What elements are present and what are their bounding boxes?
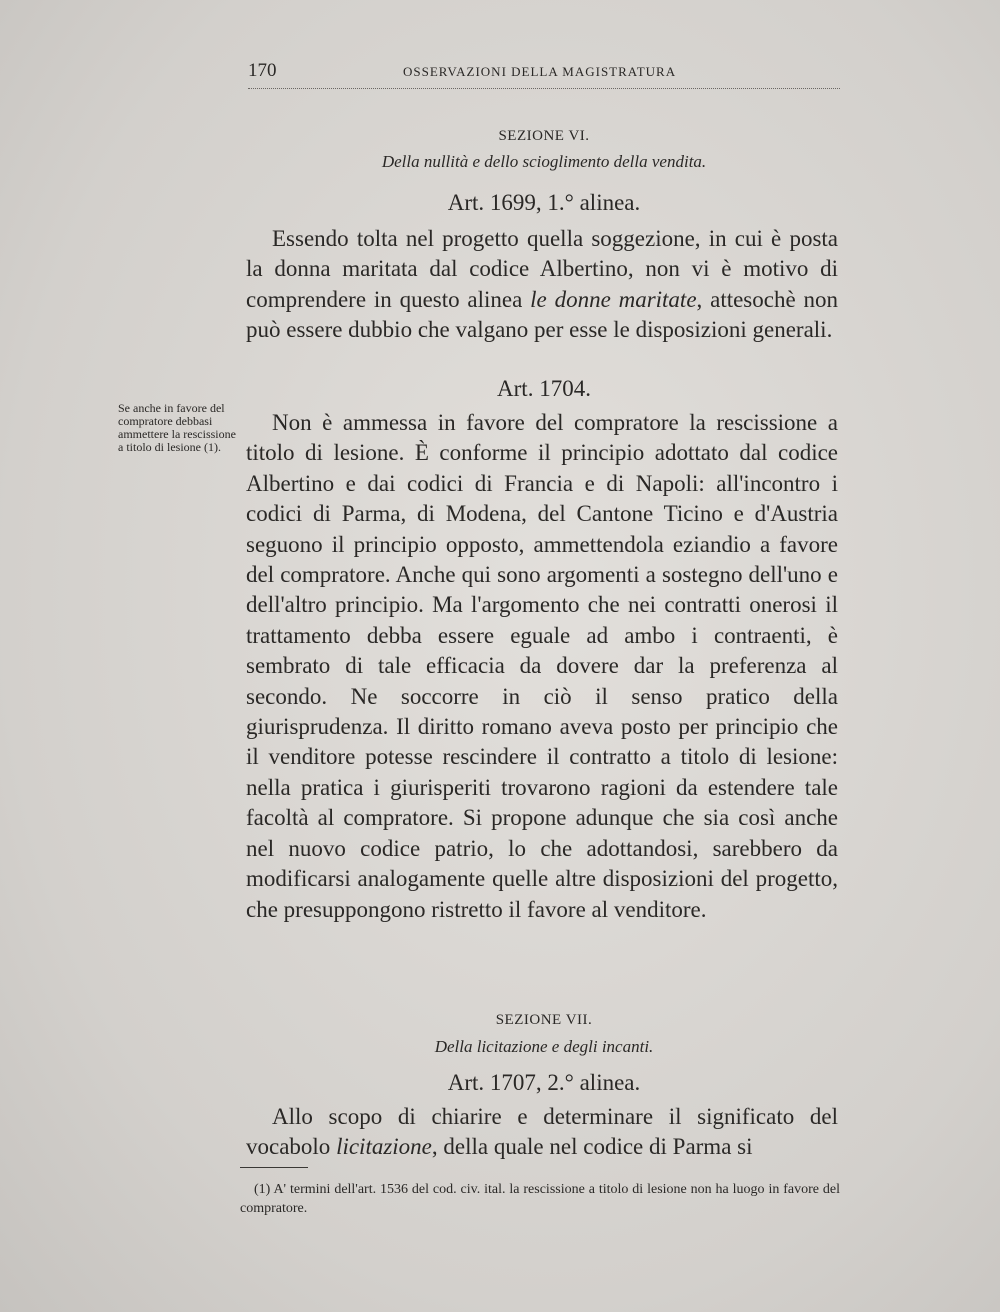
art-1699-heading: Art. 1699, 1.° alinea. [447, 190, 641, 215]
art-1704-paragraph: Non è ammessa in favore del compratore la rescissione a titolo di lesione. È conforme il principio adottato dal codice Albertino e dai codici di Francia e di Napoli: all'incontro i codici di Parma, di Modena, del Cantone Ticino e d'Austria seguono il principio opposto, ammettendola eziandio a favore del compratore. Anche qui sono argomenti a sostegno dell'uno e dell'altro principio. Ma l'argomento che nei contratti onerosi il trattamento debba essere eguale ad ambo i contraenti, è sembrato di tale efficacia da dovere dar la preferenza al secondo. Ne soccorre in ciò il senso pratico della giurisprudenza. Il diritto romano aveva posto per principio che il venditore potesse rescindere il contratto a titolo di lesione: nella pratica i giurisperiti trovarono ragioni da estendere tale facoltà al compratore. Si propone adunque che sia così anche nel nuovo codice patrio, lo che adottandosi, sarebbero da modificarsi analogamente quelle altre disposizioni del progetto, che presuppongono ristretto il favore al venditore. [246, 410, 838, 922]
art-1699-italic: le donne maritate [530, 286, 697, 312]
art-1707-body [246, 1102, 838, 1163]
section-vi-heading: SEZIONE VI. [498, 128, 590, 144]
footnote: (1) A' termini dell'art. 1536 del cod. civ. ital. la rescissione a titolo di lesione non ha luogo in favore del compratore. [240, 1182, 840, 1216]
art-1704-heading: Art. 1704. [497, 376, 591, 401]
art-1707-text-2: , della quale nel codice di Parma si [431, 1134, 753, 1160]
page-header [248, 58, 840, 89]
art-1707-paragraph [246, 1102, 838, 1163]
art-1704-body [246, 408, 838, 925]
art-1707-italic: licitazione [336, 1134, 432, 1160]
margin-note: Se anche in favore del compratore debbasi ammettere la rescissione a titolo di lesione (1). [118, 401, 236, 454]
art-1707-heading: Art. 1707, 2.° alinea. [447, 1070, 641, 1095]
art-1707-text-1: Allo scopo di chiarire e determinare il significato del vocabolo [246, 1104, 838, 1160]
page-number: 170 [248, 60, 277, 81]
art-1699-text-1: Essendo tolta nel progetto quella soggezione, in cui è posta la donna maritata dal codice Albertino, non vi è motivo di comprendere in questo alinea [246, 226, 838, 312]
section-vii-subtitle: Della licitazione e degli incanti. [434, 1037, 654, 1056]
art-1699-text-2: , attesochè non può essere dubbio che valgano per esse le disposizioni generali. [246, 286, 838, 343]
art-1699-paragraph [246, 224, 838, 346]
footnote-divider [240, 1167, 308, 1168]
running-head: OSSERVAZIONI DELLA MAGISTRATURA [403, 64, 677, 79]
art-1699-body [246, 224, 838, 346]
section-vi-subtitle: Della nullità e dello scioglimento della vendita. [381, 152, 707, 171]
section-vii-heading: SEZIONE VII. [495, 1012, 593, 1028]
